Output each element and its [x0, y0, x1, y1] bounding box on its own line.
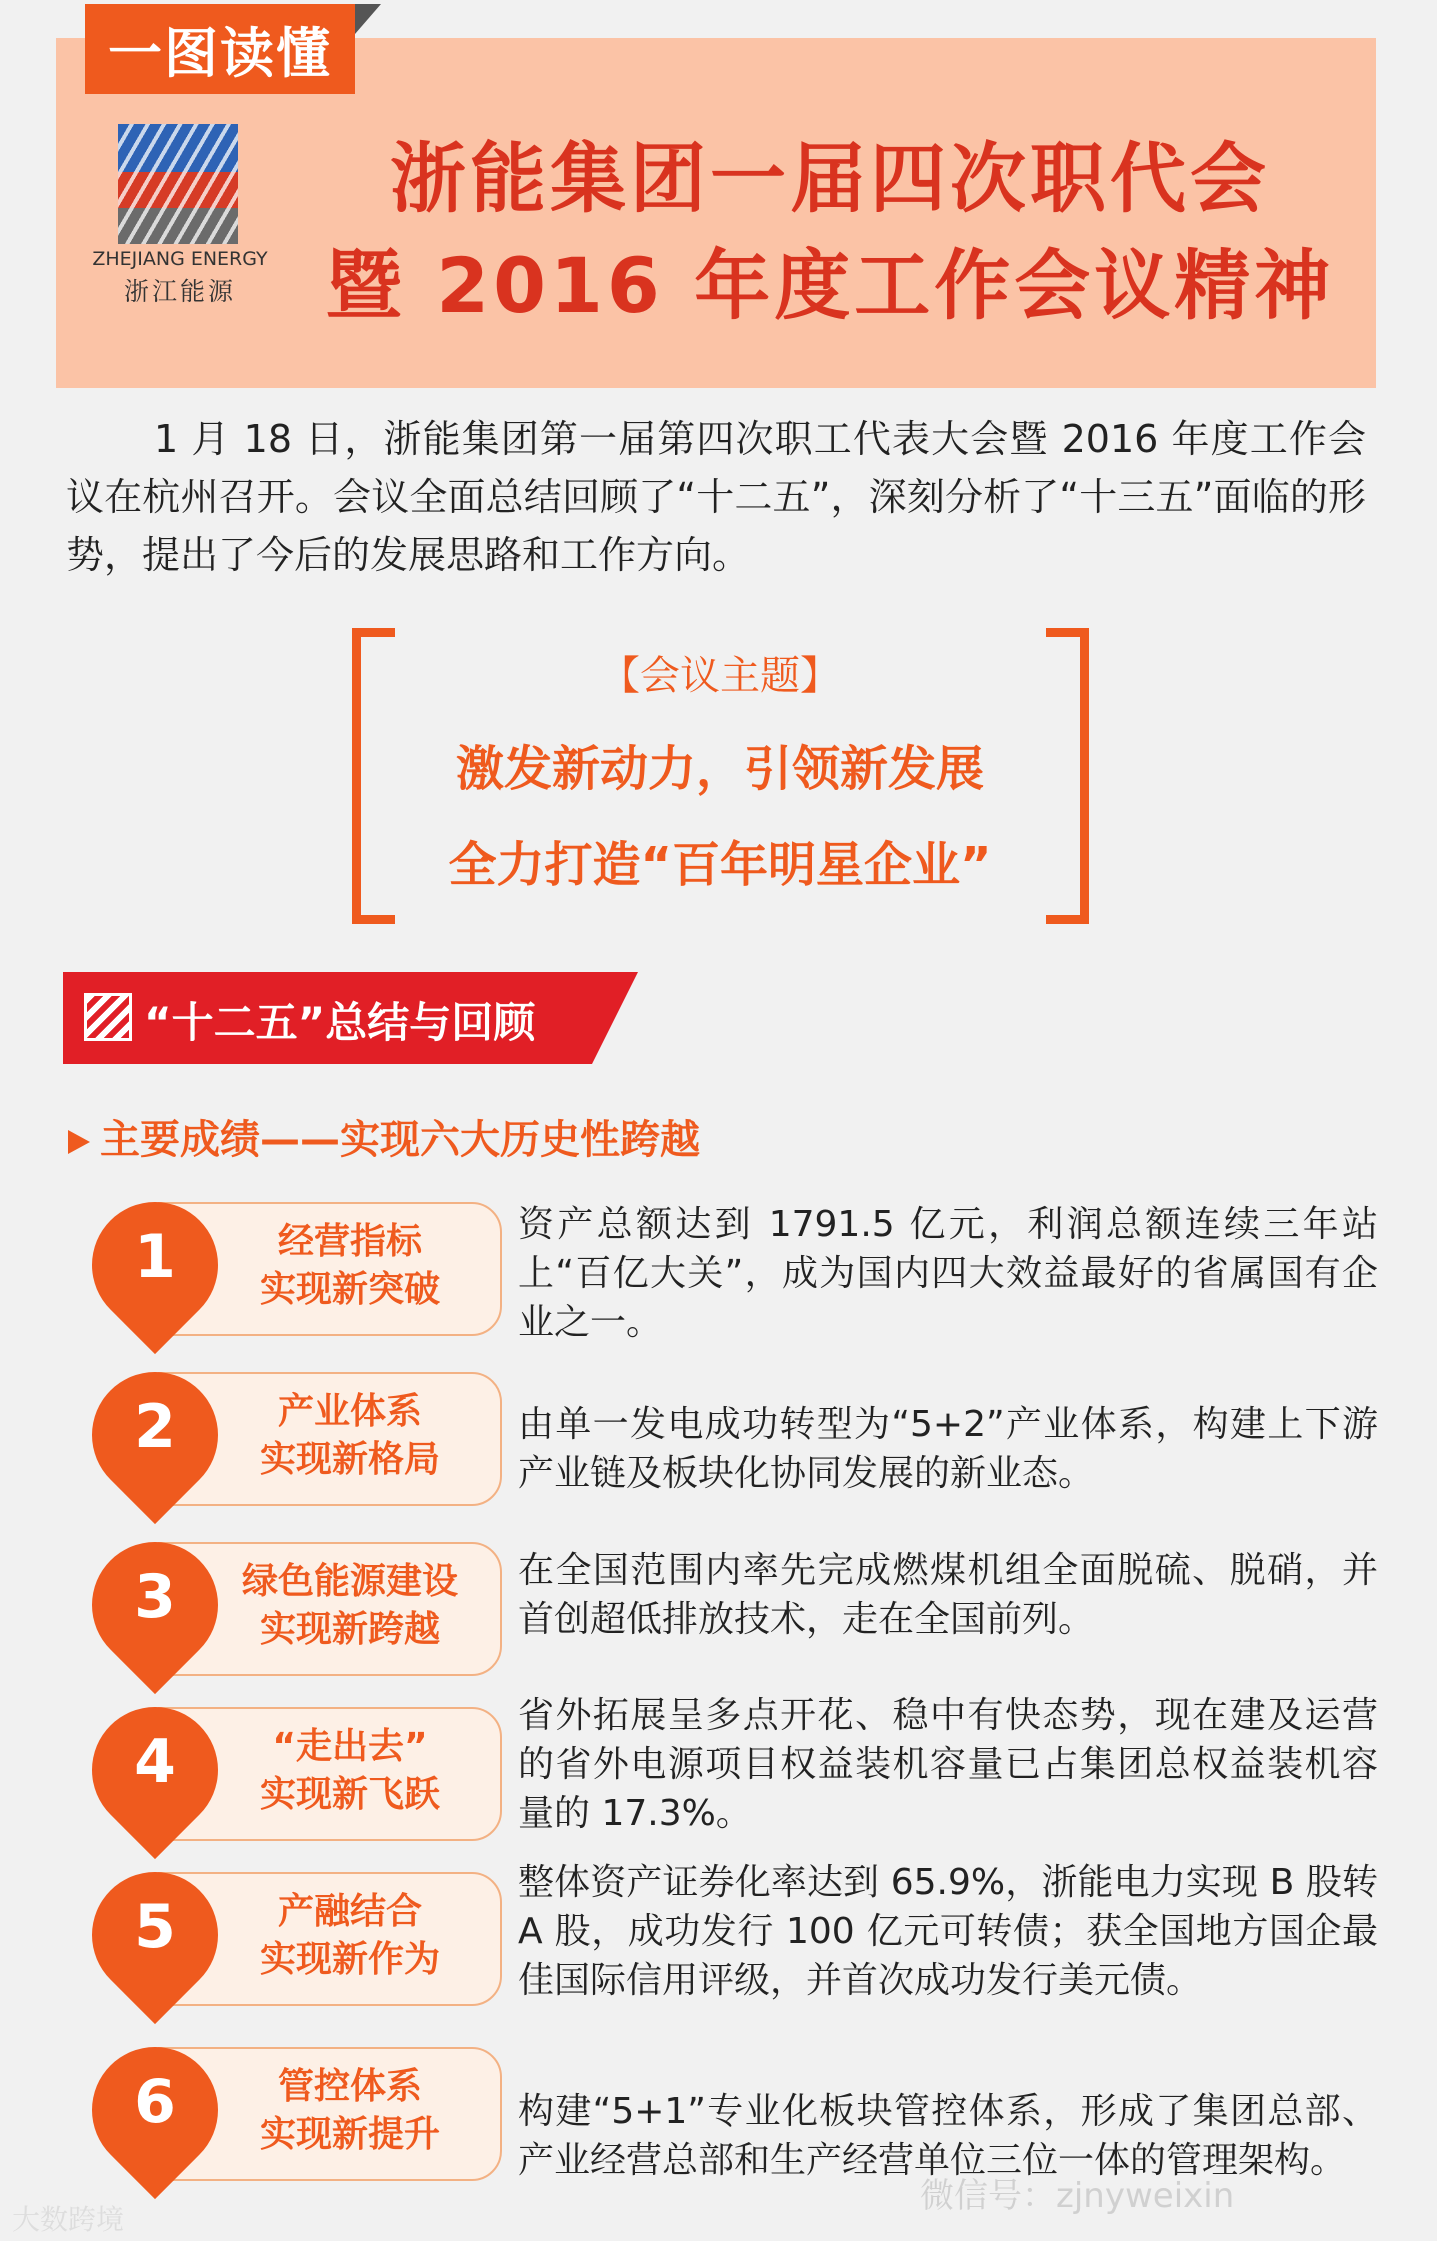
achievement-title: “走出去” 实现新飞跃 — [259, 1726, 440, 1815]
theme-line2: 全力打造“百年明星企业” — [448, 837, 992, 893]
intro-paragraph: 1 月 18 日，浙能集团第一届第四次职工代表大会暨 2016 年度工作会议在杭州召开。会议全面总结回顾了“十二五”，深刻分析了“十三五”面临的形势，提出了今后的发展思路和工作方向。 — [66, 417, 1366, 577]
header-tag: 一图读懂 — [85, 4, 355, 94]
achievement-item — [0, 1695, 1437, 1870]
left-bracket-decoration — [352, 628, 395, 924]
page-title-line2: 暨 2016 年度工作会议精神 — [325, 241, 1335, 330]
achievement-description: 由单一发电成功转型为“5+2”产业体系，构建上下游产业链及板块化协同发展的新业态。 — [518, 1404, 1378, 1494]
subheading-text: 主要成绩——实现六大历史性跨越 — [100, 1117, 700, 1163]
achievement-description: 在全国范围内率先完成燃煤机组全面脱硫、脱硝，并首创超低排放技术，走在全国前列。 — [518, 1550, 1378, 1640]
achievement-number: 6 — [134, 2067, 176, 2137]
achievement-number: 4 — [134, 1727, 176, 1797]
achievement-title: 绿色能源建设 实现新跨越 — [241, 1561, 458, 1650]
achievement-description: 整体资产证券化率达到 65.9%，浙能电力实现 B 股转 A 股，成功发行 100 亿元可转债；获全国地方国企最佳国际信用评级，并首次成功发行美元债。 — [518, 1862, 1378, 2001]
achievement-title: 产业体系 实现新格局 — [259, 1391, 440, 1480]
achievement-title: 产融结合 实现新作为 — [259, 1891, 440, 1980]
watermark-right: 微信号：zjnyweixin — [920, 2176, 1235, 2216]
watermark-left: 大数跨境 — [12, 2203, 125, 2236]
tag-fold-decoration — [355, 4, 381, 34]
section-subheading — [68, 1108, 700, 1165]
zhejiang-energy-logo-icon — [118, 124, 238, 244]
logo-chinese-name: 浙江能源 — [123, 277, 236, 306]
achievement-title: 管控体系 实现新提升 — [259, 2066, 440, 2155]
achievement-description: 资产总额达到 1791.5 亿元，利润总额连续三年站上“百亿大关”，成为国内四大效益最好的省属国有企业之一。 — [518, 1204, 1378, 1343]
theme-line1: 激发新动力，引领新发展 — [455, 741, 984, 797]
striped-square-icon — [84, 993, 132, 1041]
achievement-item — [0, 1200, 1437, 1365]
achievement-item — [0, 1540, 1437, 1705]
achievement-title: 经营指标 实现新突破 — [259, 1221, 440, 1310]
logo-english-name: ZHEJIANG ENERGY — [92, 248, 268, 270]
achievement-number: 1 — [134, 1222, 176, 1292]
right-bracket-decoration — [1046, 628, 1089, 924]
triangle-arrow-icon — [68, 1130, 90, 1154]
theme-label: 【会议主题】 — [600, 653, 840, 699]
achievement-number: 5 — [134, 1892, 176, 1962]
achievement-number: 3 — [134, 1562, 176, 1632]
achievement-item — [0, 1862, 1437, 2035]
achievement-description: 构建“5+1”专业化板块管控体系，形成了集团总部、产业经营总部和生产经营单位三位一体的管理架构。 — [518, 2091, 1378, 2181]
achievement-number: 2 — [134, 1392, 176, 1462]
achievement-item — [0, 1370, 1437, 1535]
achievement-description: 省外拓展呈多点开花、稳中有快态势，现在建及运营的省外电源项目权益装机容量已占集团总权益装机容量的 17.3%。 — [518, 1695, 1378, 1834]
section-banner-title: “十二五”总结与回顾 — [144, 998, 536, 1047]
logo-stripes — [118, 124, 238, 244]
page-title-line1: 浙能集团一届四次职代会 — [390, 134, 1270, 223]
